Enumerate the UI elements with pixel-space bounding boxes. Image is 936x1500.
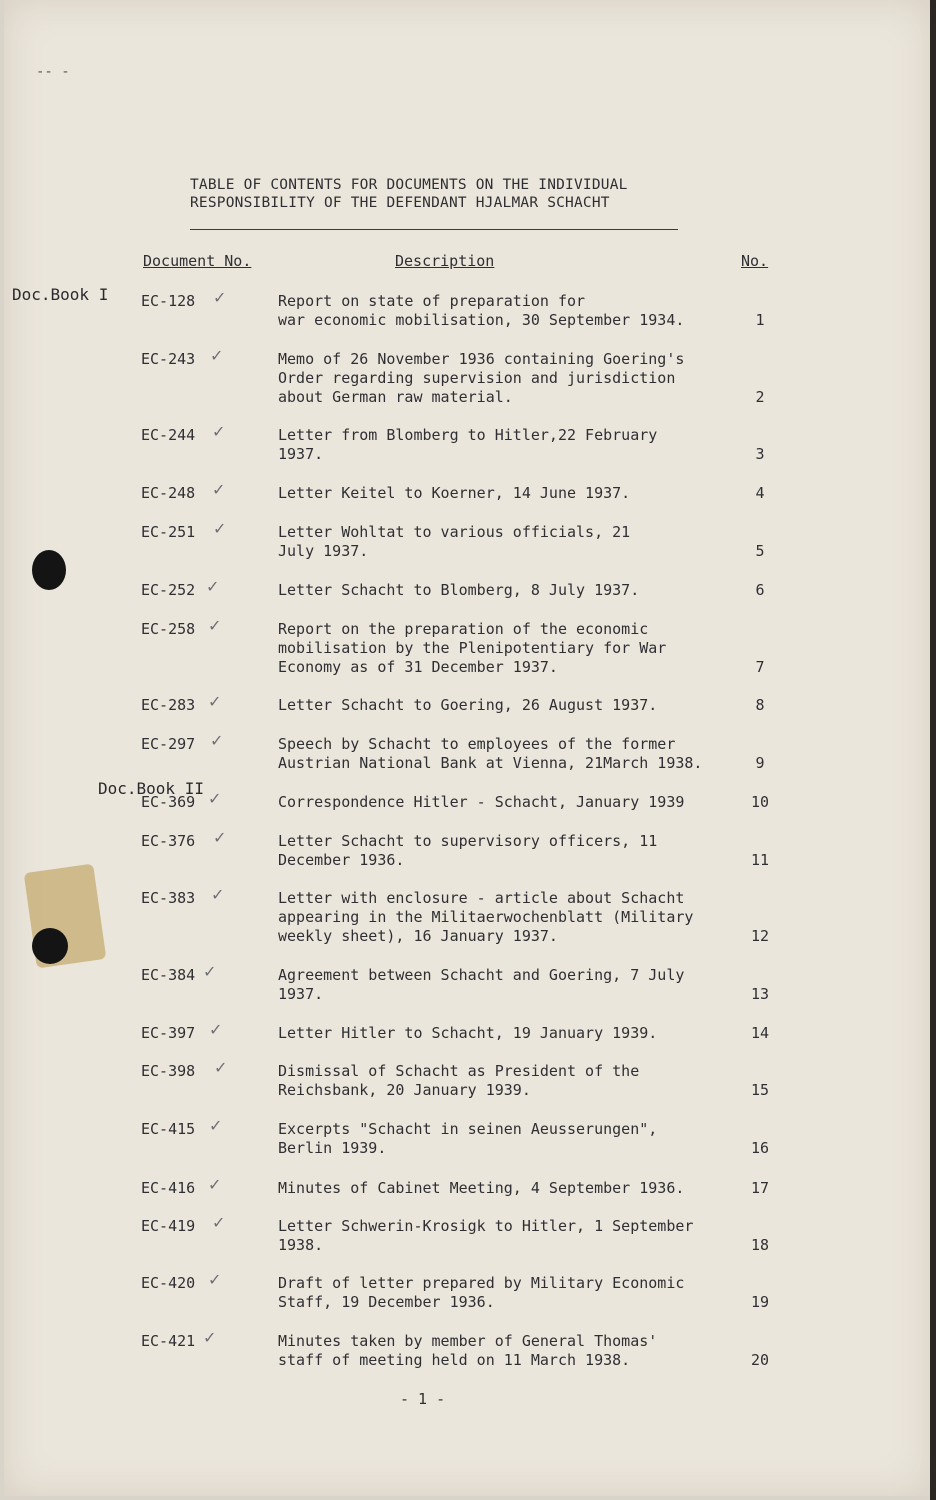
page-number: - 1 -	[400, 1390, 446, 1408]
description: Letter Hitler to Schacht, 19 January 1939.	[278, 1024, 658, 1042]
checkmark-icon: ✓	[208, 789, 222, 808]
description: Dismissal of Schacht as President of the Reichsbank, 20 January 1939.	[278, 1062, 640, 1099]
description: Minutes of Cabinet Meeting, 4 September 1936.	[278, 1179, 685, 1197]
document-number: EC-415	[141, 1120, 196, 1138]
description: Letter Schacht to Blomberg, 8 July 1937.	[278, 581, 640, 599]
item-number: 18	[750, 1236, 770, 1254]
document-number: EC-421	[141, 1332, 196, 1350]
checkmark-icon: ✓	[211, 885, 225, 904]
title-rule	[190, 229, 678, 230]
description: Minutes taken by member of General Thomas' staff of meeting held on 11 March 1938.	[278, 1332, 658, 1369]
description: Draft of letter prepared by Military Economic Staff, 19 December 1936.	[278, 1274, 685, 1311]
item-number: 14	[750, 1024, 770, 1042]
document-number: EC-243	[141, 350, 196, 368]
checkmark-icon: ✓	[210, 346, 224, 365]
item-number: 17	[750, 1179, 770, 1197]
document-number: EC-369	[141, 793, 196, 811]
item-number: 15	[750, 1081, 770, 1099]
document-number: EC-283	[141, 696, 196, 714]
margin-mark: -- -	[36, 64, 70, 80]
checkmark-icon: ✓	[209, 1020, 223, 1039]
description: Report on state of preparation for war economic mobilisation, 30 September 1934.	[278, 292, 685, 329]
item-number: 19	[750, 1293, 770, 1311]
header-document-no: Document No.	[143, 252, 252, 270]
bookmark-doc-book-1: Doc.Book I	[12, 285, 109, 304]
checkmark-icon: ✓	[214, 1058, 228, 1077]
item-number: 5	[755, 542, 765, 560]
document-number: EC-420	[141, 1274, 196, 1292]
description: Excerpts "Schacht in seinen Aeusserungen", Berlin 1939.	[278, 1120, 658, 1157]
document-number: EC-251	[141, 523, 196, 541]
item-number: 10	[750, 793, 770, 811]
document-number: EC-252	[141, 581, 196, 599]
checkmark-icon: ✓	[213, 288, 227, 307]
item-number: 9	[755, 754, 765, 772]
document-number: EC-297	[141, 735, 196, 753]
checkmark-icon: ✓	[203, 962, 217, 981]
checkmark-icon: ✓	[213, 519, 227, 538]
bookmark-doc-book-2: Doc.Book II	[98, 779, 204, 798]
document-number: EC-419	[141, 1217, 196, 1235]
item-number: 13	[750, 985, 770, 1003]
punch-hole-lower	[32, 928, 68, 964]
description: Correspondence Hitler - Schacht, January 1939	[278, 793, 685, 811]
header-description: Description	[395, 252, 495, 270]
checkmark-icon: ✓	[203, 1328, 217, 1347]
description: Letter Schwerin-Krosigk to Hitler, 1 September 1938.	[278, 1217, 694, 1254]
item-number: 8	[755, 696, 765, 714]
description: Letter Keitel to Koerner, 14 June 1937.	[278, 484, 631, 502]
document-title	[190, 176, 628, 212]
title-line-2: RESPONSIBILITY OF THE DEFENDANT HJALMAR SCHACHT	[190, 195, 610, 211]
item-number: 11	[750, 851, 770, 869]
item-number: 2	[755, 388, 765, 406]
description: Letter Wohltat to various officials, 21 July 1937.	[278, 523, 631, 560]
item-number: 4	[755, 484, 765, 502]
checkmark-icon: ✓	[206, 577, 220, 596]
description: Speech by Schacht to employees of the former Austrian National Bank at Vienna, 21March 1938.	[278, 735, 703, 772]
checkmark-icon: ✓	[208, 1175, 222, 1194]
item-number: 7	[755, 658, 765, 676]
description: Letter with enclosure - article about Schacht appearing in the Militaerwochenblatt (Military weekly sheet), 16 January 1937.	[278, 889, 694, 945]
title-line-1: TABLE OF CONTENTS FOR DOCUMENTS ON THE INDIVIDUAL	[190, 177, 628, 193]
document-number: EC-128	[141, 292, 196, 310]
checkmark-icon: ✓	[209, 1116, 223, 1135]
document-number: EC-248	[141, 484, 196, 502]
checkmark-icon: ✓	[212, 422, 226, 441]
header-no: No.	[741, 252, 769, 270]
checkmark-icon: ✓	[210, 731, 224, 750]
checkmark-icon: ✓	[213, 828, 227, 847]
item-number: 20	[750, 1351, 770, 1369]
punch-hole-upper	[32, 550, 66, 590]
description: Report on the preparation of the economic mobilisation by the Plenipotentiary for War Economy as of 31 December 1937.	[278, 620, 667, 676]
checkmark-icon: ✓	[208, 616, 222, 635]
item-number: 12	[750, 927, 770, 945]
description: Letter from Blomberg to Hitler,22 February 1937.	[278, 426, 658, 463]
document-number: EC-383	[141, 889, 196, 907]
description: Agreement between Schacht and Goering, 7 July 1937.	[278, 966, 685, 1003]
document-number: EC-416	[141, 1179, 196, 1197]
item-number: 3	[755, 445, 765, 463]
document-number: EC-376	[141, 832, 196, 850]
item-number: 16	[750, 1139, 770, 1157]
document-number: EC-398	[141, 1062, 196, 1080]
description: Letter Schacht to Goering, 26 August 1937.	[278, 696, 658, 714]
document-number: EC-258	[141, 620, 196, 638]
item-number: 1	[755, 311, 765, 329]
document-number: EC-244	[141, 426, 196, 444]
checkmark-icon: ✓	[208, 1270, 222, 1289]
document-number: EC-397	[141, 1024, 196, 1042]
description: Memo of 26 November 1936 containing Goering's Order regarding supervision and jurisdiction about German raw material.	[278, 350, 685, 406]
document-number: EC-384	[141, 966, 196, 984]
description: Letter Schacht to supervisory officers, 11 December 1936.	[278, 832, 658, 869]
page-edge-shadow	[930, 0, 936, 1500]
item-number: 6	[755, 581, 765, 599]
checkmark-icon: ✓	[212, 480, 226, 499]
checkmark-icon: ✓	[212, 1213, 226, 1232]
checkmark-icon: ✓	[208, 692, 222, 711]
